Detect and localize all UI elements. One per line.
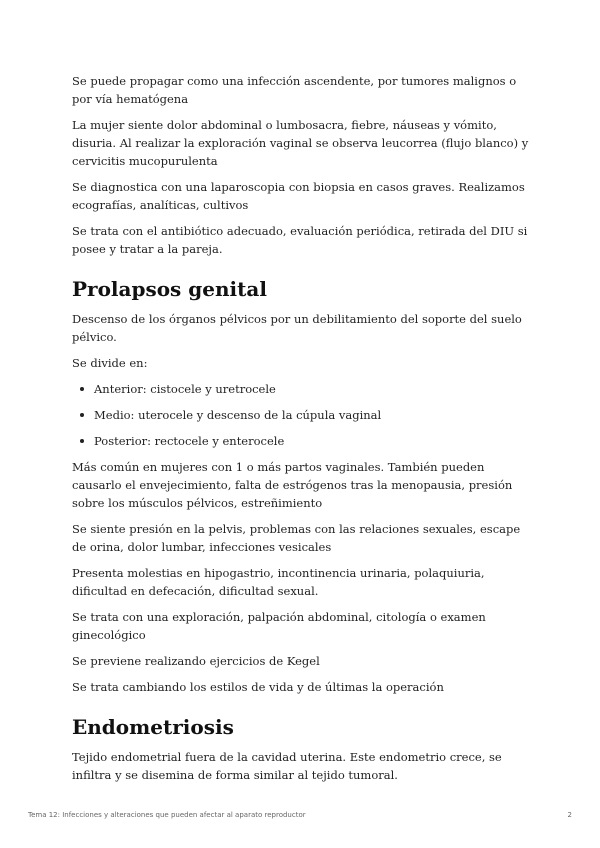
- list-item: [94, 380, 532, 398]
- intro-paragraph-4: Se trata con el antibiótico adecuado, evaluación periódica, retirada del DIU si posee y tratar a la pareja.: [72, 224, 528, 256]
- footer-chapter-title: Tema 12: Infecciones y alteraciones que pueden afectar al aparato reproductor: [28, 811, 306, 819]
- prolapsos-paragraph-4: Se trata con una exploración, palpación abdominal, citología o examen ginecológico: [72, 610, 486, 642]
- prolapsos-paragraph-3: Presenta molestias en hipogastrio, incontinencia urinaria, polaquiuria, dificultad en defecación, dificultad sexual.: [72, 566, 485, 598]
- endometriosis-paragraph-1: Tejido endometrial fuera de la cavidad uterina. Este endometrio crece, se infiltra y se disemina de forma similar al tejido tumoral.: [72, 750, 502, 782]
- prolapsos-paragraph-5: Se previene realizando ejercicios de Kegel: [72, 654, 320, 668]
- bullet-icon: [80, 413, 84, 417]
- prolapsos-divide-label: Se divide en:: [72, 356, 148, 370]
- prolapsos-paragraph-2: Se siente presión en la pelvis, problemas con las relaciones sexuales, escape de orina, dolor lumbar, infecciones vesicales: [72, 522, 521, 554]
- list-item-text: Posterior: rectocele y enterocele: [94, 434, 285, 448]
- list-item: [94, 432, 532, 450]
- prolapsos-paragraph-6: Se trata cambiando los estilos de vida y de últimas la operación: [72, 680, 444, 694]
- prolapsos-definition: Descenso de los órganos pélvicos por un debilitamiento del soporte del suelo pélvico.: [72, 312, 522, 344]
- heading-endometriosis: Endometriosis: [72, 715, 234, 739]
- bullet-icon: [80, 439, 84, 443]
- list-item-text: Anterior: cistocele y uretrocele: [94, 382, 276, 396]
- heading-prolapsos: Prolapsos genital: [72, 277, 267, 301]
- list-item: [94, 406, 532, 424]
- list-item-text: Medio: uterocele y descenso de la cúpula vaginal: [94, 408, 382, 422]
- footer-page-number: 2: [567, 811, 572, 819]
- page-content: [72, 72, 532, 792]
- bullet-icon: [80, 387, 84, 391]
- intro-paragraph-1: Se puede propagar como una infección ascendente, por tumores malignos o por vía hematógena: [72, 74, 517, 106]
- intro-paragraph-3: Se diagnostica con una laparoscopia con biopsia en casos graves. Realizamos ecografías, analíticas, cultivos: [72, 180, 525, 212]
- intro-paragraph-2: La mujer siente dolor abdominal o lumbosacra, fiebre, náuseas y vómito, disuria. Al realizar la exploración vaginal se observa leucorrea (flujo blanco) y cervicitis mucopurulenta: [72, 118, 529, 168]
- prolapsos-paragraph-1: Más común en mujeres con 1 o más partos vaginales. También pueden causarlo el envejecimiento, falta de estrógenos tras la menopausia, presión sobre los músculos pélvicos, estreñimiento: [72, 460, 513, 510]
- prolapsos-type-list: [72, 380, 532, 450]
